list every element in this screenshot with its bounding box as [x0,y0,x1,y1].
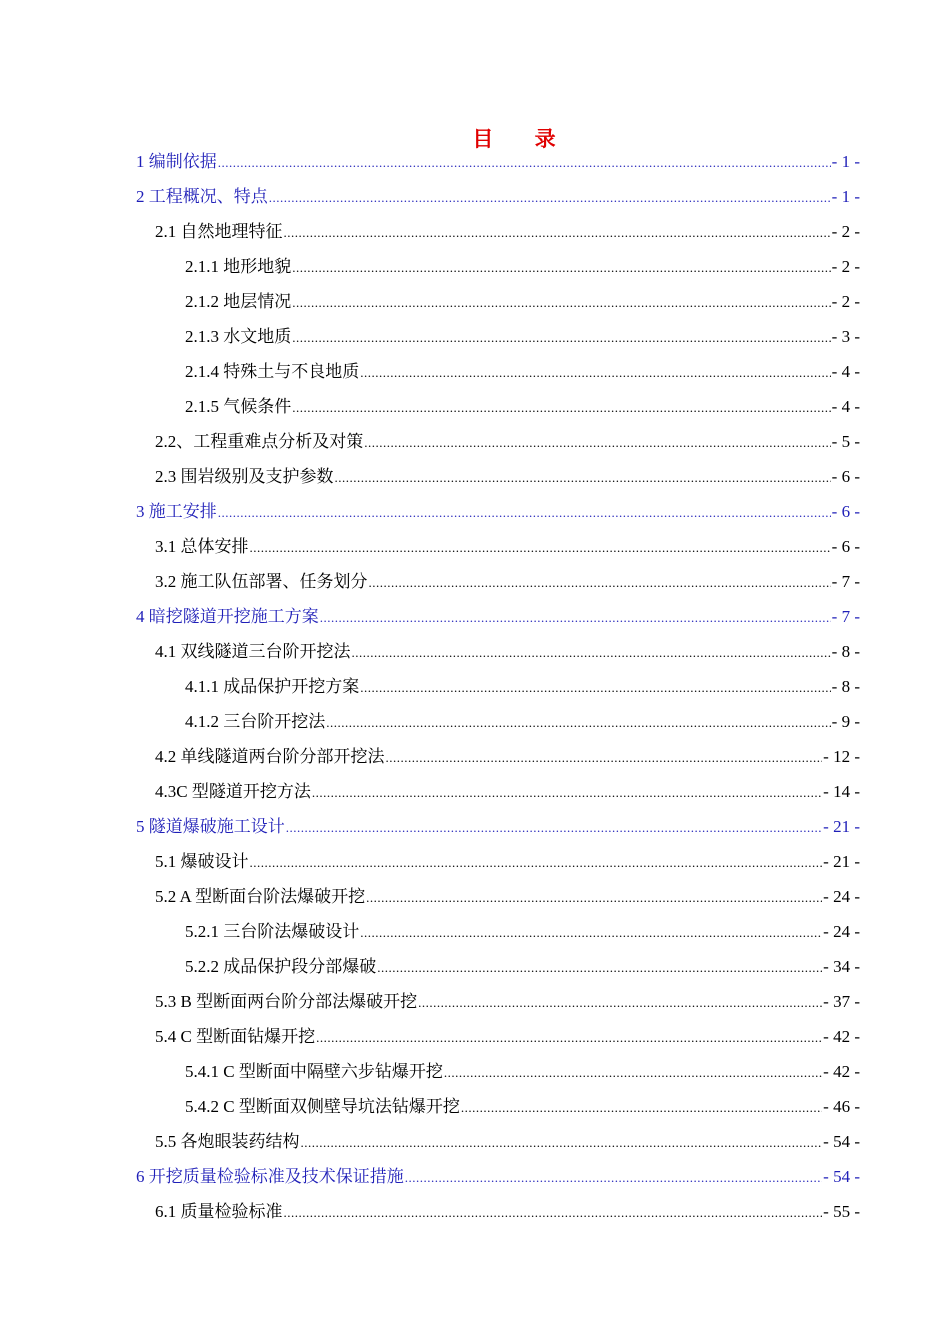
toc-entry-page-number: - 2 - [831,222,860,241]
toc-entry-label: 4.3C 型隧道开挖方法 [155,782,311,801]
dot-leader [461,1093,822,1123]
toc-entry-page-number: - 4 - [831,362,860,381]
toc-entry-label: 2.1.3 水文地质 [185,327,292,346]
toc-entry[interactable] [136,182,860,212]
toc-entry-page-number: - 12 - [823,747,860,766]
toc-entry-page-number: - 24 - [823,922,860,941]
dot-leader [326,708,830,738]
toc-entry-label: 4.1.1 成品保护开挖方案 [185,677,360,696]
toc-entry-page-number: - 3 - [831,327,860,346]
dot-leader [405,1163,822,1193]
toc-entry[interactable] [155,742,860,772]
toc-entry[interactable] [155,567,860,597]
toc-entry[interactable] [185,287,860,317]
toc-entry-page-number: - 1 - [831,187,860,206]
toc-entry[interactable] [185,392,860,422]
dot-leader [316,1023,822,1053]
toc-entry[interactable] [136,812,860,842]
dot-leader [360,918,822,948]
dot-leader [360,358,830,388]
toc-entry-page-number: - 9 - [831,712,860,731]
dot-leader [418,988,822,1018]
toc-entry-page-number: - 54 - [823,1167,860,1186]
toc-entry-label: 5.4.1 C 型断面中隔壁六步钻爆开挖 [185,1062,443,1081]
toc-entry[interactable] [185,952,860,982]
toc-entry-page-number: - 1 - [831,152,860,171]
toc-entry-label: 6.1 质量检验标准 [155,1202,283,1221]
toc-entry-label: 5.4.2 C 型断面双侧壁导坑法钻爆开挖 [185,1097,460,1116]
toc-entry-page-number: - 7 - [831,572,860,591]
toc-entry[interactable] [185,322,860,352]
toc-entry-page-number: - 24 - [823,887,860,906]
dot-leader [360,673,830,703]
toc-entry[interactable] [136,497,860,527]
toc-entry-label: 5 隧道爆破施工设计 [136,817,285,836]
dot-leader [366,883,822,913]
toc-entry-page-number: - 2 - [831,292,860,311]
toc-entry[interactable] [136,1162,860,1192]
toc-entry[interactable] [155,987,860,1017]
toc-entry-label: 2.2、工程重难点分析及对策 [155,432,364,451]
toc-entry[interactable] [155,217,860,247]
toc-entry[interactable] [155,1127,860,1157]
dot-leader [444,1058,822,1088]
dot-leader [292,288,830,318]
toc-entry-page-number: - 7 - [831,607,860,626]
toc-entry-page-number: - 55 - [823,1202,860,1221]
toc-entry-page-number: - 21 - [823,852,860,871]
toc-entry-page-number: - 46 - [823,1097,860,1116]
dot-leader [286,813,822,843]
toc-entry-page-number: - 2 - [831,257,860,276]
toc-entry[interactable] [155,847,860,877]
toc-entry-label: 2.1.5 气候条件 [185,397,292,416]
toc-entry-page-number: - 8 - [831,642,860,661]
toc-entry[interactable] [155,1197,860,1227]
toc-entry[interactable] [185,357,860,387]
toc-entry-label: 6 开挖质量检验标准及技术保证措施 [136,1167,404,1186]
dot-leader [284,218,831,248]
dot-leader [292,323,830,353]
toc-entry-label: 3 施工安排 [136,502,217,521]
dot-leader [386,743,823,773]
toc-entry-label: 5.1 爆破设计 [155,852,249,871]
toc-entry-label: 5.5 各炮眼装药结构 [155,1132,300,1151]
toc-entry-page-number: - 4 - [831,397,860,416]
toc-entry-label: 5.2.2 成品保护段分部爆破 [185,957,377,976]
toc-entry-label: 4.1.2 三台阶开挖法 [185,712,326,731]
toc-entry-label: 2.3 围岩级别及支护参数 [155,467,334,486]
toc-entry-page-number: - 14 - [823,782,860,801]
toc-entry-page-number: - 37 - [823,992,860,1011]
dot-leader [269,183,831,213]
dot-leader [312,778,822,808]
toc-entry[interactable] [155,427,860,457]
toc-entry[interactable] [185,917,860,947]
dot-leader [364,428,830,458]
toc-entry-label: 2.1 自然地理特征 [155,222,283,241]
toc-entry-label: 4.1 双线隧道三台阶开挖法 [155,642,351,661]
toc-entry-page-number: - 6 - [831,502,860,521]
toc-entry[interactable] [155,637,860,667]
dot-leader [292,393,830,423]
toc-entry-label: 5.2 A 型断面台阶法爆破开挖 [155,887,366,906]
toc-entry[interactable] [185,252,860,282]
toc-entry-label: 5.3 B 型断面两台阶分部法爆破开挖 [155,992,418,1011]
toc-entry-page-number: - 5 - [831,432,860,451]
dot-leader [250,533,831,563]
toc-entry-label: 4.2 单线隧道两台阶分部开挖法 [155,747,385,766]
toc-entry-page-number: - 34 - [823,957,860,976]
dot-leader [301,1128,823,1158]
dot-leader [292,253,830,283]
toc-entry[interactable] [155,777,860,807]
toc-entry[interactable] [136,602,860,632]
toc-entry[interactable] [185,1092,860,1122]
toc-entry-page-number: - 8 - [831,677,860,696]
toc-entry[interactable] [155,1022,860,1052]
dot-leader [320,603,831,633]
toc-entry[interactable] [185,707,860,737]
dot-leader [377,953,822,983]
toc-entry[interactable] [136,147,860,177]
toc-entry-page-number: - 42 - [823,1027,860,1046]
toc-title: 目 录 [472,127,574,151]
dot-leader [352,638,831,668]
toc-entry-page-number: - 54 - [823,1132,860,1151]
toc-entry[interactable] [185,672,860,702]
toc-entry[interactable] [155,882,860,912]
dot-leader [218,498,831,528]
toc-entry-label: 2.1.4 特殊土与不良地质 [185,362,360,381]
toc-entry-label: 5.4 C 型断面钻爆开挖 [155,1027,316,1046]
toc-entry[interactable] [155,532,860,562]
dot-leader [284,1198,823,1228]
toc-entry[interactable] [155,462,860,492]
toc-entry-label: 3.1 总体安排 [155,537,249,556]
toc-entry-page-number: - 6 - [831,537,860,556]
toc-entry-page-number: - 42 - [823,1062,860,1081]
toc-entry[interactable] [185,1057,860,1087]
toc-entry-label: 5.2.1 三台阶法爆破设计 [185,922,360,941]
dot-leader [218,148,831,178]
toc-entry-label: 2.1.2 地层情况 [185,292,292,311]
toc-entry-label: 2 工程概况、特点 [136,187,268,206]
toc-entry-label: 1 编制依据 [136,152,217,171]
toc-entry-page-number: - 21 - [823,817,860,836]
dot-leader [250,848,823,878]
dot-leader [335,463,831,493]
toc-entry-label: 2.1.1 地形地貌 [185,257,292,276]
toc-entry-label: 4 暗挖隧道开挖施工方案 [136,607,319,626]
toc-entry-page-number: - 6 - [831,467,860,486]
dot-leader [369,568,831,598]
toc-entry-label: 3.2 施工队伍部署、任务划分 [155,572,368,591]
